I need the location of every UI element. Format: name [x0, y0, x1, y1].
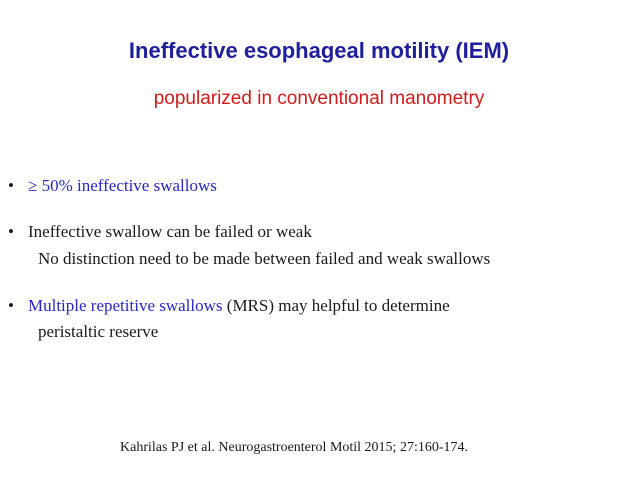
bullet-dot: •	[8, 296, 14, 315]
bullet-continuation: peristaltic reserve	[38, 322, 159, 341]
bullet-item-3	[8, 296, 450, 316]
bullet-item-2	[8, 222, 312, 242]
bullet-dot: •	[8, 222, 14, 241]
bullet-text: Ineffective swallow can be failed or weak	[28, 222, 312, 241]
reference-citation: Kahrilas PJ et al. Neurogastroenterol Motil 2015; 27:160-174.	[120, 440, 468, 455]
slide-title: Ineffective esophageal motility (IEM)	[128, 38, 510, 63]
bullet-dot: •	[8, 176, 14, 195]
bullet-item-1	[8, 176, 217, 196]
bullet-text: ≥ 50% ineffective swallows	[28, 176, 217, 195]
bullet-continuation: No distinction need to be made between failed and weak swallows	[38, 249, 491, 268]
bullet-text: (MRS) may helpful to determine	[222, 296, 450, 315]
slide-subtitle: popularized in conventional manometry	[153, 88, 485, 109]
bullet-highlight: Multiple repetitive swallows	[28, 296, 223, 315]
